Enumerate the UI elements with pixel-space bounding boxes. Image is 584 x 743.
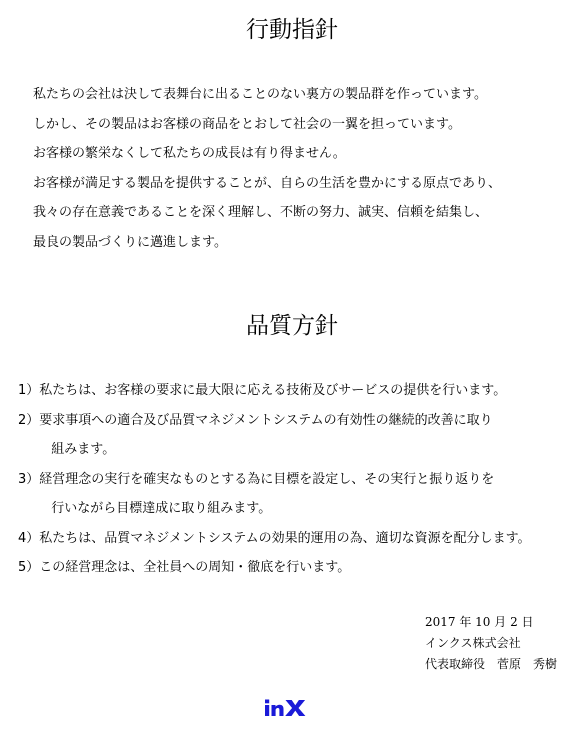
signature-company: インクス株式会社 (425, 636, 521, 650)
policy-item (18, 376, 578, 406)
conduct-line: お客様の繁栄なくして私たちの成長は有り得ません。 (33, 146, 346, 161)
policy-item (18, 465, 578, 524)
policy-text (39, 553, 578, 583)
policy-number: 5） (18, 560, 40, 575)
policy-number: 4） (18, 530, 40, 546)
policy-line-continued: 組みます。 (51, 442, 116, 457)
quality-policy-title: 品質方針 (246, 313, 338, 339)
inx-logo (264, 698, 308, 718)
policy-text (39, 465, 578, 524)
quality-policy-list (18, 376, 578, 583)
signature-date: 2017 年 10 月 2 日 (425, 615, 534, 629)
policy-line: この経営理念は、全社員への周知・徹底を行います。 (39, 560, 351, 575)
policy-line: 経営理念の実行を確実なものとする為に目標を設定し、その実行と振り返りを (39, 471, 495, 487)
policy-text (39, 406, 578, 465)
policy-line: 要求事項への適合及び品質マネジメントシステムの有効性の継続的改善に取り (39, 412, 493, 428)
policy-line: 私たちは、品質マネジメントシステムの効果的運用の為、適切な資源を配分します。 (39, 530, 531, 546)
conduct-line: 我々の存在意義であることを深く理解し、不断の努力、誠実、信頼を結集し、 (33, 205, 489, 220)
signature-representative: 代表取締役 菅原 秀樹 (425, 657, 558, 671)
policy-number: 1） (18, 383, 40, 398)
conduct-line: しかし、その製品はお客様の商品をとおして社会の一翼を担っています。 (33, 116, 461, 132)
conduct-line: 私たちの会社は決して表舞台に出ることのない裏方の製品群を作っています。 (33, 87, 487, 102)
policy-line-continued: 行いながら目標達成に取り組みます。 (51, 501, 272, 516)
code-of-conduct-title: 行動指針 (246, 17, 338, 43)
policy-item (18, 524, 578, 554)
policy-text (39, 376, 578, 406)
policy-line: 私たちは、お客様の要求に最大限に応える技術及びサービスの提供を行います。 (39, 383, 507, 398)
policy-item (18, 553, 578, 583)
policy-number: 3） (18, 471, 40, 487)
policy-text (39, 524, 578, 554)
policy-item (18, 406, 578, 465)
conduct-line: お客様が満足する製品を提供することが、自らの生活を豊かにする原点であり、 (33, 175, 502, 191)
code-of-conduct-body (33, 80, 573, 257)
signature-block (425, 612, 580, 675)
policy-number: 2） (18, 412, 40, 428)
conduct-line: 最良の製品づくりに邁進します。 (33, 234, 227, 250)
